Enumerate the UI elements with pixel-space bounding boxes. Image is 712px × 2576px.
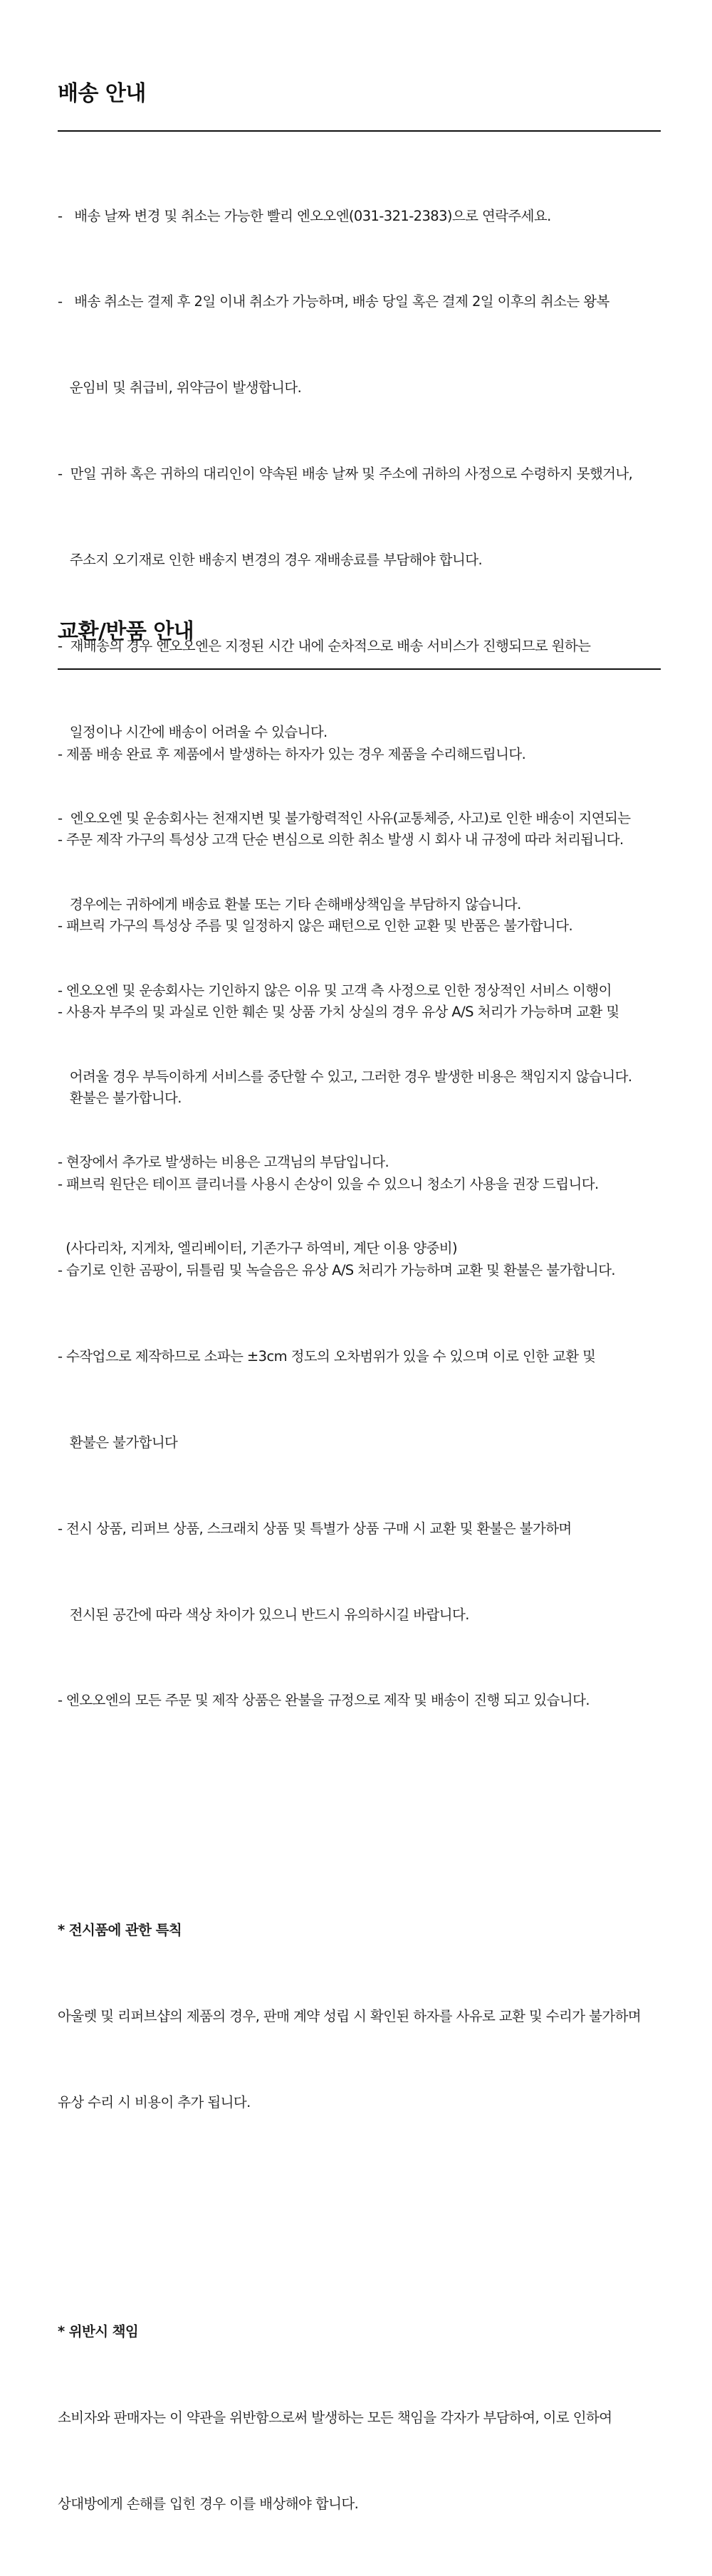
display-item-line: 유상 수리 시 비용이 추가 됩니다. (58, 2093, 251, 2110)
display-item-heading: * 전시품에 관한 특칙 (58, 1921, 182, 1938)
shipping-line: 어려울 경우 부득이하게 서비스를 중단할 수 있고, 그러한 경우 발생한 비용은 책임지지 않습니다. (58, 1068, 632, 1085)
shipping-line: - 만일 귀하 혹은 귀하의 대리인이 약속된 배송 날짜 및 주소에 귀하의 사정으로 수령하지 못했거나, (58, 466, 633, 483)
exchange-line: - 주문 제작 가구의 특성상 고객 단순 변심으로 의한 취소 발생 시 회사 내 규정에 따라 처리됩니다. (58, 831, 624, 848)
shipping-line: 일정이나 시간에 배송이 어려울 수 있습니다. (58, 723, 328, 740)
display-item-line: 아울렛 및 리퍼브샵의 제품의 경우, 판매 계약 성립 시 확인된 하자를 사유로 교환 및 수리가 불가하며 (58, 2007, 642, 2024)
violation-heading: * 위반시 책임 (58, 2323, 139, 2340)
violation-line: 소비자와 판매자는 이 약관을 위반함으로써 발생하는 모든 책임을 각자가 부담하여, 이로 인하여 (58, 2409, 612, 2426)
shipping-line: (사다리차, 지게차, 엘리베이터, 기존가구 하역비, 계단 이용 양중비) (58, 1240, 457, 1257)
exchange-line: - 사용자 부주의 및 과실로 인한 훼손 및 상품 가치 상실의 경우 유상 A/S 처리가 가능하며 교환 및 (58, 1004, 619, 1021)
shipping-line: - 재배송의 경우 엔오오엔은 지정된 시간 내에 순차적으로 배송 서비스가 진행되므로 원하는 (58, 638, 591, 655)
shipping-line: 경우에는 귀하에게 배송료 환불 또는 기타 손해배상책임을 부담하지 않습니다. (58, 895, 521, 913)
shipping-line: - 현장에서 추가로 발생하는 비용은 고객님의 부담입니다. (58, 1154, 389, 1171)
shipping-line: - 엔오오엔 및 운송회사는 기인하지 않은 이유 및 고객 측 사정으로 인한 정상적인 서비스 이행이 (58, 982, 612, 999)
exchange-body (58, 683, 661, 2576)
violation-line: 상대방에게 손해를 입힌 경우 이를 배상해야 합니다. (58, 2495, 359, 2512)
exchange-title: 교환/반품 안내 (58, 619, 194, 644)
shipping-divider (58, 130, 661, 132)
shipping-line: 주소지 오기재로 인한 배송지 변경의 경우 재배송료를 부담해야 합니다. (58, 552, 483, 569)
shipping-title: 배송 안내 (58, 81, 146, 106)
exchange-line: - 제품 배송 완료 후 제품에서 발생하는 하자가 있는 경우 제품을 수리해드립니다. (58, 745, 526, 762)
exchange-line: - 패브릭 가구의 특성상 주름 및 일정하지 않은 패턴으로 인한 교환 및 반품은 불가합니다. (58, 918, 573, 935)
exchange-line: 전시된 공간에 따라 색상 차이가 있으니 반드시 유의하시길 바랍니다. (58, 1606, 469, 1623)
exchange-line: - 습기로 인한 곰팡이, 뒤틀림 및 녹슬음은 유상 A/S 처리가 가능하며 교환 및 환불은 불가합니다. (58, 1261, 616, 1278)
shipping-line: - 배송 날짜 변경 및 취소는 가능한 빨리 엔오오엔(031-321-2383)으로 연락주세요. (58, 207, 551, 224)
spacer (58, 1802, 661, 1830)
spacer (58, 2203, 661, 2231)
exchange-line: - 수작업으로 제작하므로 소파는 ±3cm 정도의 오차범위가 있을 수 있으며 이로 인한 교환 및 (58, 1347, 596, 1365)
shipping-line: - 엔오오엔 및 운송회사는 천재지변 및 불가항력적인 사유(교통체증, 사고)로 인한 배송이 지연되는 (58, 809, 631, 826)
exchange-divider (58, 668, 661, 670)
exchange-line: 환불은 불가합니다 (58, 1434, 178, 1451)
exchange-line: 환불은 불가합니다. (58, 1090, 182, 1107)
exchange-line: - 패브릭 원단은 테이프 클리너를 사용시 손상이 있을 수 있으니 청소기 사용을 권장 드립니다. (58, 1176, 599, 1193)
exchange-line: - 전시 상품, 리퍼브 상품, 스크래치 상품 및 특별가 상품 구매 시 교환 및 환불은 불가하며 (58, 1520, 572, 1537)
shipping-line: 운임비 및 취급비, 위약금이 발생합니다. (58, 379, 302, 396)
exchange-section (58, 618, 661, 2576)
exchange-line: - 엔오오엔의 모든 주문 및 제작 상품은 완불을 규정으로 제작 및 배송이 진행 되고 있습니다. (58, 1692, 590, 1709)
shipping-line: - 배송 취소는 결제 후 2일 이내 취소가 가능하며, 배송 당일 혹은 결제 2일 이후의 취소는 왕복 (58, 293, 609, 310)
